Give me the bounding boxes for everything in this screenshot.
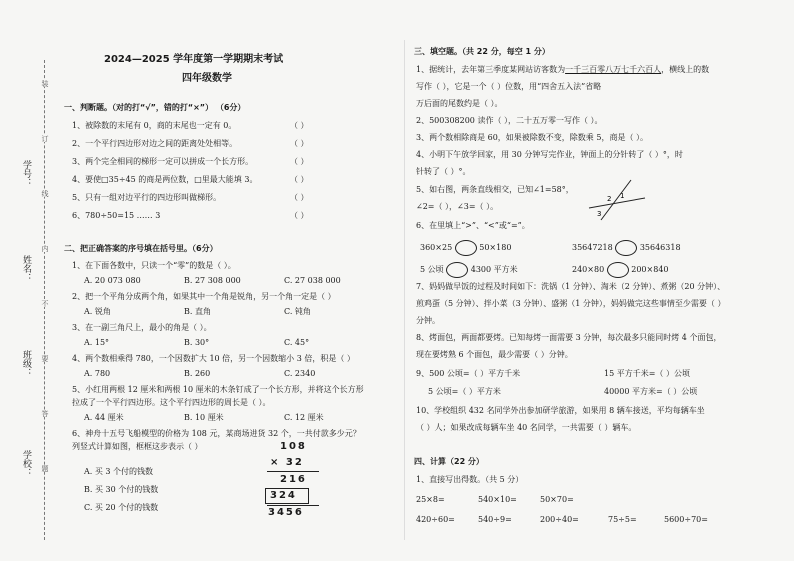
choice-option: B. 直角 xyxy=(184,307,211,316)
choice-question-cont: 拉成了一个平行四边形。这个平行四边形的周长是（ ）。 xyxy=(72,398,271,407)
fill-question-cont: 分钟。 xyxy=(416,316,440,325)
choice-question: 2、把一个平角分成两个角，如果其中一个角是锐角，另一个角一定是（ ） xyxy=(72,292,336,301)
calc-rule xyxy=(267,505,319,506)
fill-question-cont: 针转了（ ）°。 xyxy=(416,167,471,176)
angle-label: 1 xyxy=(620,192,625,200)
binding-mark: 答 xyxy=(41,410,49,417)
line-b xyxy=(601,180,631,220)
binding-strip xyxy=(14,60,54,540)
compare-circle[interactable] xyxy=(446,262,468,278)
section3-heading: 三、填空题。（共 22 分，每空 1 分） xyxy=(414,47,550,56)
compare-row xyxy=(420,240,511,256)
fill-question: 5 公顷=（ ）平方米 xyxy=(428,387,501,396)
compare-right: 200×840 xyxy=(631,265,669,274)
answer-paren[interactable]: （ ） xyxy=(290,157,309,166)
choice-option: C. 钝角 xyxy=(284,307,311,316)
fill-question-cont: 现在要烤熟 6 个面包，最少需要（ ）分钟。 xyxy=(416,350,573,359)
mental-calc: 540÷9= xyxy=(478,515,512,524)
exam-subtitle: 四年级数学 xyxy=(182,73,232,84)
fill-question-cont: ∠2=（ ），∠3=（ ）。 xyxy=(416,202,499,211)
class-label: 班级： xyxy=(21,350,31,377)
compare-left: 5 公顷 xyxy=(420,265,444,274)
judge-item: 1、被除数的末尾有 0，商的末尾也一定有 0。 xyxy=(72,121,237,130)
binding-mark: 订 xyxy=(41,135,49,142)
choice-question: 4、两个数相乘得 780，一个因数扩大 10 倍，另一个因数缩小 3 倍，积是（ ） xyxy=(72,354,355,363)
choice-option: A. 44 厘米 xyxy=(84,413,124,422)
compare-right: 35646318 xyxy=(639,243,681,252)
fill-question: 7、妈妈做早饭的过程及时间如下：洗锅（1 分钟）、淘米（2 分钟）、煮粥（20 分钟）、 xyxy=(416,282,726,291)
choice-question: 6、神舟十五号飞船模型的价格为 108 元，某商场进货 32 个，一共付款多少元？ xyxy=(72,429,361,438)
exam-title: 2024—2025 学年度第一学期期末考试 xyxy=(104,54,284,65)
fill-question: 40000 平方米=（ ）公顷 xyxy=(604,387,698,396)
compare-row xyxy=(572,262,669,278)
fill-question: 6、在里填上“>”、“<”或“=”。 xyxy=(416,221,530,230)
fill-question-cont: （ ）人；如果改成每辆车坐 40 名同学，一共需要（ ）辆车。 xyxy=(416,423,637,432)
choice-option: B. 27 308 000 xyxy=(184,276,241,285)
student-name-label: 姓名： xyxy=(21,255,31,282)
choice-option: B. 30° xyxy=(184,338,210,347)
section4-heading: 四、计算（22 分） xyxy=(414,457,484,466)
answer-paren[interactable]: （ ） xyxy=(290,139,309,148)
choice-option: C. 买 20 个付的钱数 xyxy=(84,503,159,512)
angle-label: 2 xyxy=(607,195,612,203)
calc-line: × 32 xyxy=(270,457,304,468)
fill-text: ，横线上的数 xyxy=(661,65,710,74)
answer-paren[interactable]: （ ） xyxy=(290,175,309,184)
choice-option: C. 12 厘米 xyxy=(284,413,324,422)
fill-question: 10、学校组织 432 名同学外出参加研学旅游，如果用 8 辆车接送，平均每辆车坐 xyxy=(416,406,705,415)
fill-question: 3、两个数相除商是 60，如果被除数不变，除数乘 5，商是（ ）。 xyxy=(416,133,648,142)
choice-option: B. 260 xyxy=(184,369,211,378)
intersecting-lines-figure xyxy=(587,178,647,222)
calc-line: 3456 xyxy=(268,507,304,518)
choice-option: B. 买 30 个付的钱数 xyxy=(84,485,159,494)
compare-left: 360×25 xyxy=(420,243,453,252)
fill-question: 8、烤面包，两面都要烤。已知每烤一面需要 3 分钟，每次最多只能同时烤 4 个面包， xyxy=(416,333,722,342)
judge-item: 4、要使□35÷45 的商是两位数，□里最大能填 3。 xyxy=(72,175,258,184)
compare-row xyxy=(572,240,681,256)
binding-mark: 不 xyxy=(41,300,49,307)
judge-item: 5、只有一组对边平行的四边形叫做梯形。 xyxy=(72,193,222,202)
fill-question: 15 平方千米=（ ）公顷 xyxy=(604,369,690,378)
compare-row xyxy=(420,262,518,278)
mental-calc: 75÷5= xyxy=(608,515,637,524)
compare-left: 35647218 xyxy=(572,243,613,252)
choice-option: A. 20 073 080 xyxy=(84,276,141,285)
choice-question: 5、小红用两根 12 厘米和两根 10 厘米的木条钉成了一个长方形，并将这个长方形 xyxy=(72,385,364,394)
choice-question: 1、在下面各数中，只读一个“零”的数是（ ）。 xyxy=(72,261,236,270)
fill-text: 1、据统计，去年第三季度某网站访客数为 xyxy=(416,65,566,74)
choice-option: A. 买 3 个付的钱数 xyxy=(84,467,154,476)
choice-question: 3、在一副三角尺上，最小的角是（ ）。 xyxy=(72,323,212,332)
fill-question: 4、小明下午放学回家，用 30 分钟写完作业，钟面上的分针转了（ ）°，时 xyxy=(416,150,683,159)
section2-heading: 二、把正确答案的序号填在括号里。（6分） xyxy=(64,244,218,253)
student-id-label: 学号： xyxy=(21,160,31,187)
calc-line: 324 xyxy=(270,490,297,501)
choice-option: A. 780 xyxy=(84,369,111,378)
answer-paren[interactable]: （ ） xyxy=(290,211,309,220)
compare-circle[interactable] xyxy=(455,240,477,256)
mental-calc: 25×8= xyxy=(416,495,445,504)
judge-item: 6、780÷50=15 …… 3 xyxy=(72,211,161,220)
calc-subheading: 1、直接写出得数。（共 5 分） xyxy=(416,475,524,484)
fill-question: 9、500 公顷=（ ）平方千米 xyxy=(416,369,521,378)
mental-calc: 540×10= xyxy=(478,495,517,504)
choice-option: A. 15° xyxy=(84,338,110,347)
judge-item: 2、一个平行四边形对边之间的距离处处相等。 xyxy=(72,139,238,148)
compare-right: 4300 平方米 xyxy=(470,265,518,274)
compare-right: 50×180 xyxy=(479,243,512,252)
calc-line: 216 xyxy=(280,474,307,485)
mental-calc: 50×70= xyxy=(540,495,574,504)
choice-question-cont: 列竖式计算如图，框框这步表示（ ） xyxy=(72,442,203,451)
choice-option: C. 27 038 000 xyxy=(284,276,341,285)
binding-mark: 装 xyxy=(41,80,49,87)
binding-mark: 题 xyxy=(41,465,49,472)
column-divider xyxy=(404,40,405,540)
mental-calc: 200÷40= xyxy=(540,515,579,524)
fill-question xyxy=(416,66,709,74)
answer-paren[interactable]: （ ） xyxy=(290,121,309,130)
compare-circle[interactable] xyxy=(607,262,629,278)
fill-question-cont: 写作（ ），它是一个（ ）位数，用“四舍五入法”省略 xyxy=(416,82,602,91)
binding-mark: 要 xyxy=(41,355,49,362)
fill-question-cont: 万后面的尾数约是（ ）。 xyxy=(416,99,503,108)
calc-line: 108 xyxy=(280,441,307,452)
compare-left: 240×80 xyxy=(572,265,605,274)
mental-calc: 5600÷70= xyxy=(664,515,708,524)
binding-mark: 线 xyxy=(41,190,49,197)
binding-mark: 内 xyxy=(41,245,49,252)
choice-option: A. 锐角 xyxy=(84,307,111,316)
choice-option: C. 2340 xyxy=(284,369,316,378)
calc-rule xyxy=(267,471,319,472)
compare-circle[interactable] xyxy=(615,240,637,256)
mental-calc: 420÷60= xyxy=(416,515,455,524)
judge-item: 3、两个完全相同的梯形一定可以拼成一个长方形。 xyxy=(72,157,254,166)
school-label: 学校： xyxy=(21,450,31,477)
angle-label: 3 xyxy=(597,210,602,218)
fill-question: 2、500308200 读作（ ），二十五万零一写作（ ）。 xyxy=(416,116,603,125)
fill-question-cont: 煎鸡蛋（5 分钟）、拌小菜（3 分钟）、盛粥（1 分钟），妈妈做完这些事情至少需要（ ） xyxy=(416,299,726,308)
fill-question: 5、如右图，两条直线相交，已知∠1=58°， xyxy=(416,185,574,194)
choice-option: C. 45° xyxy=(284,338,310,347)
answer-paren[interactable]: （ ） xyxy=(290,193,309,202)
choice-option: B. 10 厘米 xyxy=(184,413,224,422)
section1-heading: 一、判断题。（对的打“√”，错的打“×”） （6分） xyxy=(64,103,246,112)
underlined-number: 一千三百零八万七千六百人 xyxy=(565,65,662,74)
